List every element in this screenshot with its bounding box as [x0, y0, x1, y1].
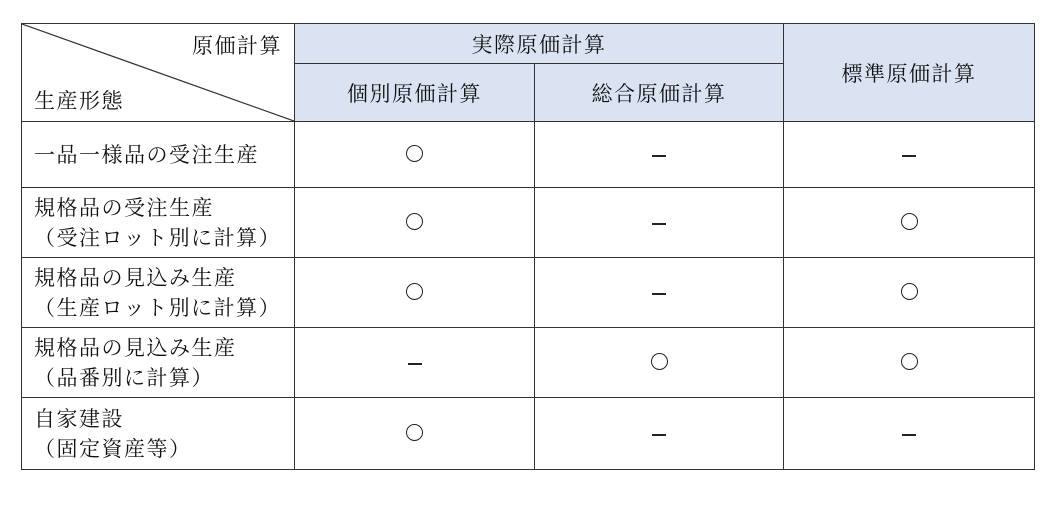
cell-process [535, 258, 784, 328]
row-label-line: 規格品の見込み生産 [34, 265, 237, 290]
cell-individual [295, 328, 535, 398]
cell-process [535, 398, 784, 470]
cell-process [535, 328, 784, 398]
circle-mark [406, 424, 423, 441]
circle-mark [901, 283, 918, 300]
row-label [22, 258, 295, 328]
dash-mark [902, 434, 916, 436]
row-label-line: 自家建設 [34, 406, 124, 431]
header-actual-costing: 実際原価計算 [295, 24, 784, 64]
cell-process [535, 188, 784, 258]
row-label-line: （固定資産等） [34, 436, 192, 461]
cell-standard [784, 328, 1035, 398]
row-label [22, 122, 295, 188]
dash-mark [408, 363, 422, 365]
row-label [22, 328, 295, 398]
dash-mark [902, 155, 916, 157]
header-standard-costing: 標準原価計算 [784, 24, 1035, 122]
dash-mark [652, 434, 666, 436]
row-label-line: （受注ロット別に計算） [34, 225, 282, 250]
row-label-line: 一品一様品の受注生産 [34, 142, 259, 167]
cell-individual [295, 122, 535, 188]
table-row [22, 188, 1035, 258]
row-label-line: （生産ロット別に計算） [34, 295, 282, 320]
circle-mark [406, 213, 423, 230]
dash-mark [652, 293, 666, 295]
row-label [22, 398, 295, 470]
corner-label-production: 生産形態 [34, 89, 124, 113]
dash-mark [652, 155, 666, 157]
corner-label-costing: 原価計算 [192, 34, 282, 58]
header-process-costing: 総合原価計算 [535, 64, 784, 122]
row-label-line: 規格品の見込み生産 [34, 335, 237, 360]
cell-individual [295, 398, 535, 470]
table-row [22, 328, 1035, 398]
cell-standard [784, 258, 1035, 328]
cell-standard [784, 122, 1035, 188]
cell-individual [295, 258, 535, 328]
header-individual-costing: 個別原価計算 [295, 64, 535, 122]
circle-mark [651, 353, 668, 370]
row-label-line: （品番別に計算） [34, 365, 214, 390]
circle-mark [406, 145, 423, 162]
cell-process [535, 122, 784, 188]
row-label [22, 188, 295, 258]
circle-mark [901, 213, 918, 230]
table-row [22, 122, 1035, 188]
table-row [22, 258, 1035, 328]
cell-standard [784, 398, 1035, 470]
circle-mark [406, 283, 423, 300]
cell-individual [295, 188, 535, 258]
corner-header-cell [22, 24, 295, 122]
dash-mark [652, 223, 666, 225]
row-label-line: 規格品の受注生産 [34, 195, 214, 220]
circle-mark [901, 353, 918, 370]
cell-standard [784, 188, 1035, 258]
costing-table [21, 23, 1035, 470]
table-row [22, 398, 1035, 470]
